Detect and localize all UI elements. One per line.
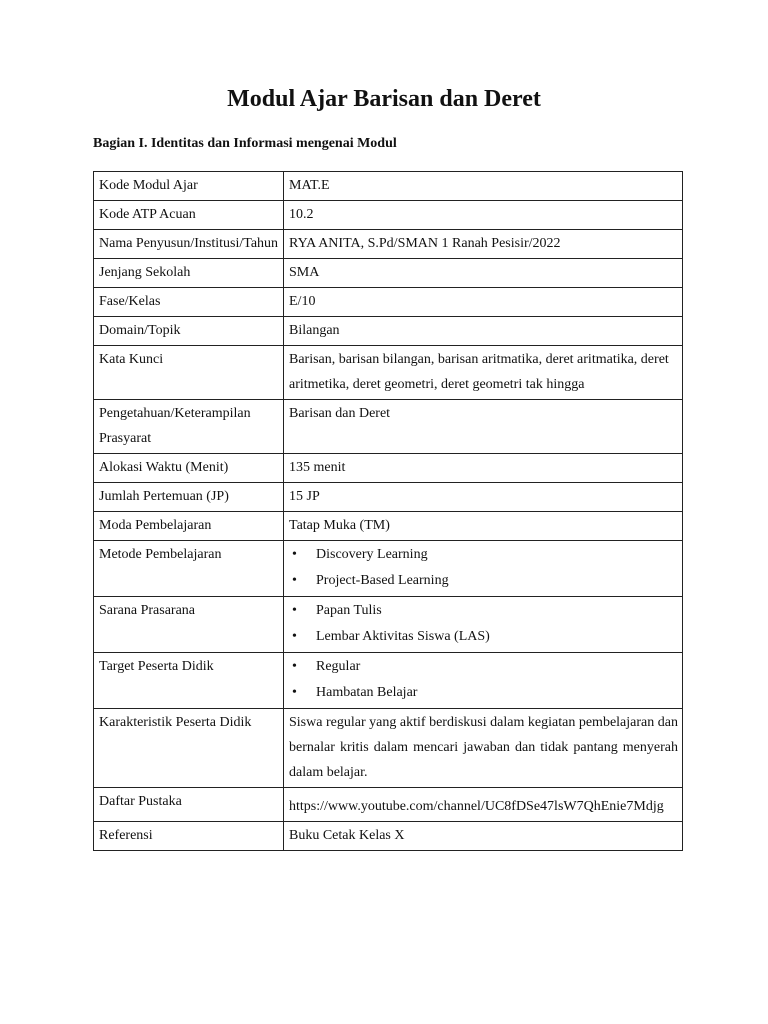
page-title: Modul Ajar Barisan dan Deret	[227, 86, 541, 112]
row-value: 135 menit	[284, 454, 683, 483]
row-value: SMA	[284, 259, 683, 288]
row-label: Jenjang Sekolah	[94, 259, 284, 288]
row-value: Tatap Muka (TM)	[284, 512, 683, 541]
row-label: Sarana Prasarana	[94, 597, 284, 653]
list-item-text: Project-Based Learning	[316, 573, 449, 588]
row-value: RYA ANITA, S.Pd/SMAN 1 Ranah Pesisir/2022	[284, 230, 683, 259]
row-value	[284, 541, 683, 597]
bullet-icon: •	[292, 629, 297, 644]
row-label: Daftar Pustaka	[94, 788, 284, 822]
section-heading: Bagian I. Identitas dan Informasi mengenai Modul	[93, 136, 397, 151]
list-item	[289, 568, 678, 594]
row-label: Metode Pembelajaran	[94, 541, 284, 597]
row-value	[284, 597, 683, 653]
row-label: Target Peserta Didik	[94, 653, 284, 709]
bullet-icon: •	[292, 547, 297, 562]
row-label: Moda Pembelajaran	[94, 512, 284, 541]
bullet-icon: •	[292, 659, 297, 674]
row-label: Alokasi Waktu (Menit)	[94, 454, 284, 483]
list-item-text: Regular	[316, 659, 361, 674]
bullet-list	[289, 598, 678, 650]
table-row	[94, 597, 683, 653]
table-row	[94, 400, 683, 454]
row-label: Domain/Topik	[94, 317, 284, 346]
list-item-text: Lembar Aktivitas Siswa (LAS)	[316, 629, 490, 644]
list-item	[289, 624, 678, 650]
row-label: Pengetahuan/Keterampilan Prasyarat	[94, 400, 284, 454]
row-label: Fase/Kelas	[94, 288, 284, 317]
row-label: Kode ATP Acuan	[94, 201, 284, 230]
row-value: Buku Cetak Kelas X	[284, 822, 683, 851]
row-value: Barisan dan Deret	[284, 400, 683, 454]
table-row	[94, 822, 683, 851]
table-row	[94, 172, 683, 201]
list-item	[289, 680, 678, 706]
row-value: MAT.E	[284, 172, 683, 201]
list-item	[289, 542, 678, 568]
bullet-list	[289, 654, 678, 706]
row-value: 10.2	[284, 201, 683, 230]
bullet-icon: •	[292, 685, 297, 700]
table-row	[94, 201, 683, 230]
bullet-list	[289, 542, 678, 594]
table-row	[94, 230, 683, 259]
row-value	[284, 653, 683, 709]
bullet-icon: •	[292, 573, 297, 588]
table-row	[94, 788, 683, 822]
list-item-text: Hambatan Belajar	[316, 685, 418, 700]
list-item-text: Papan Tulis	[316, 603, 382, 618]
row-label: Nama Penyusun/Institusi/Tahun	[94, 230, 284, 259]
table-row	[94, 483, 683, 512]
row-value: Barisan, barisan bilangan, barisan aritmatika, deret aritmatika, deret aritmetika, deret geometri, deret geometri tak hingga	[284, 346, 683, 400]
table-row	[94, 541, 683, 597]
table-row	[94, 653, 683, 709]
row-label: Kode Modul Ajar	[94, 172, 284, 201]
reference-url: https://www.youtube.com/channel/UC8fDSe47lsW7QhEnie7Mdjg	[289, 799, 664, 814]
row-label: Jumlah Pertemuan (JP)	[94, 483, 284, 512]
table-row	[94, 288, 683, 317]
row-value	[284, 788, 683, 822]
module-identity-table	[93, 171, 683, 851]
table-row	[94, 346, 683, 400]
row-value: 15 JP	[284, 483, 683, 512]
bullet-icon: •	[292, 603, 297, 618]
list-item	[289, 598, 678, 624]
row-label: Kata Kunci	[94, 346, 284, 400]
list-item-text: Discovery Learning	[316, 547, 428, 562]
row-value: Bilangan	[284, 317, 683, 346]
table-row	[94, 259, 683, 288]
row-value: Siswa regular yang aktif berdiskusi dalam kegiatan pembelajaran dan bernalar kritis dalam mencari jawaban dan tidak pantang menyerah dalam belajar.	[284, 709, 683, 788]
table-row	[94, 512, 683, 541]
table-row	[94, 709, 683, 788]
row-label: Karakteristik Peserta Didik	[94, 709, 284, 788]
table-row	[94, 454, 683, 483]
list-item	[289, 654, 678, 680]
row-value: E/10	[284, 288, 683, 317]
table-row	[94, 317, 683, 346]
row-label: Referensi	[94, 822, 284, 851]
